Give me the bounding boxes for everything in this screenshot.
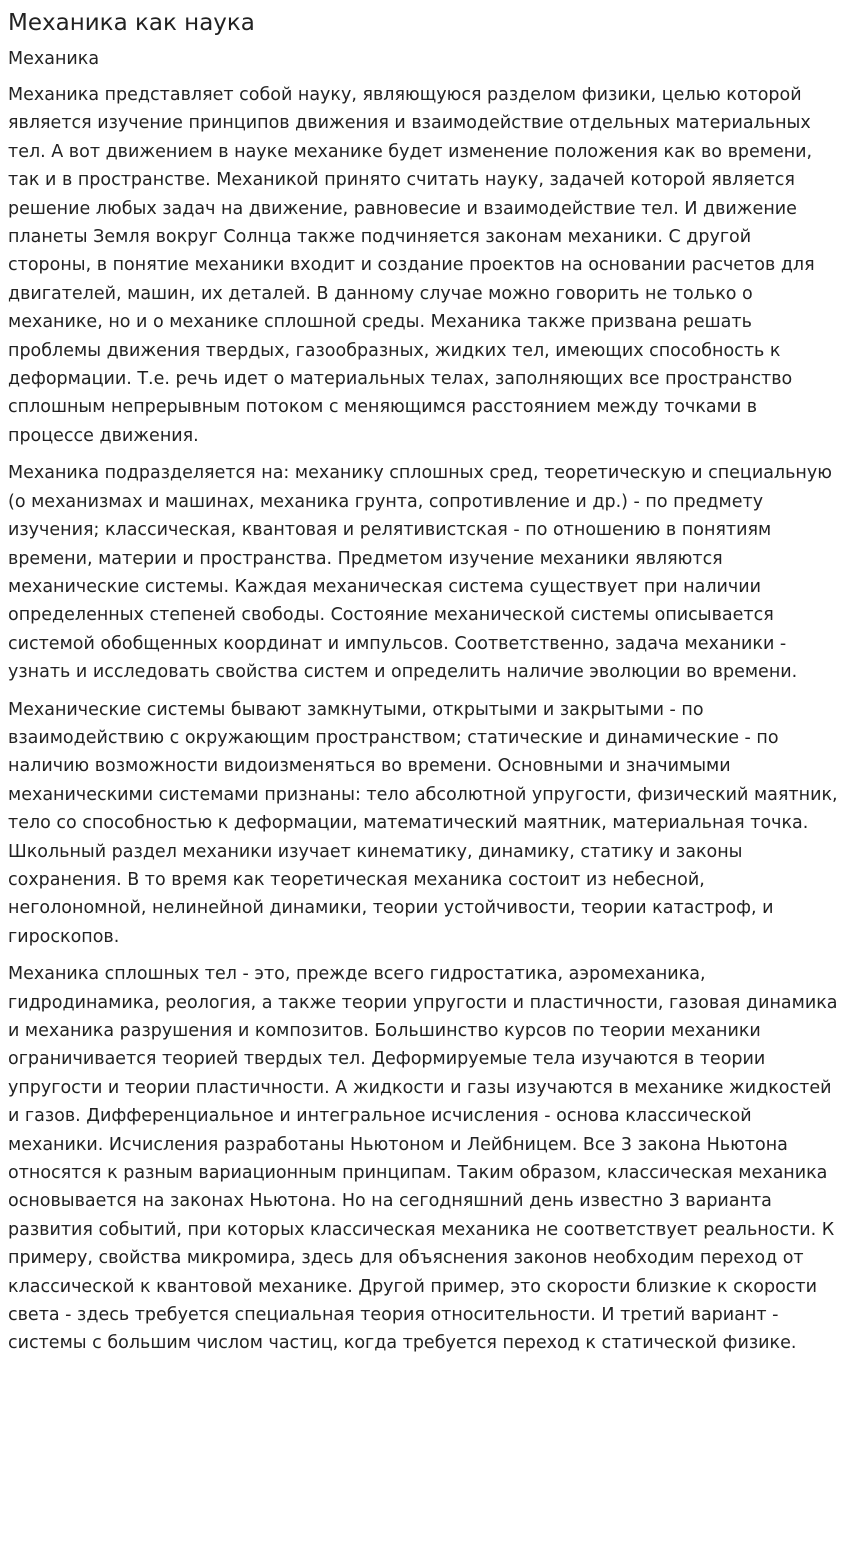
paragraph: Механика представляет собой науку, являющуюся разделом физики, целью которой является изучение принципов движения и взаимодействие отдельных материальных тел. А вот движением в науке механике будет изменение положения как во времени, так и в пространстве. Механикой принято считать науку, задачей которой является решение любых задач на движение, равновесие и взаимодействие тел. И движение планеты Земля вокруг Солнца также подчиняется законам механики. С другой стороны, в понятие механики входит и создание проектов на основании расчетов для двигателей, машин, их деталей. В данному случае можно говорить не только о механике, но и о механике сплошной среды. Механика также призвана решать проблемы движения твердых, газообразных, жидких тел, имеющих способность к деформации. Т.е. речь идет о материальных телах, заполняющих все пространство сплошным непрерывным потоком с меняющимся расстоянием между точками в процессе движения. [8,85,815,446]
paragraph: Механика сплошных тел - это, прежде всего гидростатика, аэромеханика, гидродинамика, реология, а также теории упругости и пластичности, газовая динамика и механика разрушения и композитов. Большинство курсов по теории механики ограничивается теорией твердых тел. Деформируемые тела изучаются в теории упругости и теории пластичности. А жидкости и газы изучаются в механике жидкостей и газов. Дифференциальное и интегральное исчисления - основа классической механики. Исчисления разработаны Ньютоном и Лейбницем. Все 3 закона Ньютона относятся к разным вариационным принципам. Таким образом, классическая механика основывается на законах Ньютона. Но на сегодняшний день известно 3 варианта развития событий, при которых классическая механика не соответствует реальности. К примеру, свойства микромира, здесь для объяснения законов необходим переход от классической к квантовой механике. Другой пример, это скорости близкие к скорости света - здесь требуется специальная теория относительности. И третий вариант - системы с большим числом частиц, когда требуется переход к статической физике. [8,964,838,1354]
paragraph: Механика подразделяется на: механику сплошных сред, теоретическую и специальную (о механизмах и машинах, механика грунта, сопротивление и др.) - по предмету изучения; классическая, квантовая и релятивистская - по отношению в понятиям времени, материи и пространства. Предметом изучение механики являются механические системы. Каждая механическая система существует при наличии определенных степеней свободы. Состояние механической системы описывается системой обобщенных координат и импульсов. Соответственно, задача механики - узнать и исследовать свойства систем и определить наличие эволюции во времени. [8,463,832,683]
article-subtitle: Механика [8,49,100,69]
page-title: Механика как наука [8,10,255,36]
paragraph: Механические системы бывают замкнутыми, открытыми и закрытыми - по взаимодействию с окружающим пространством; статические и динамические - по наличию возможности видоизменяться во времени. Основными и значимыми механическими системами признаны: тело абсолютной упругости, физический маятник, тело со способностью к деформации, математический маятник, материальная точка. Школьный раздел механики изучает кинематику, динамику, статику и законы сохранения. В то время как теоретическая механика состоит из небесной, неголономной, нелинейной динамики, теории устойчивости, теории катастроф, и гироскопов. [8,699,838,947]
